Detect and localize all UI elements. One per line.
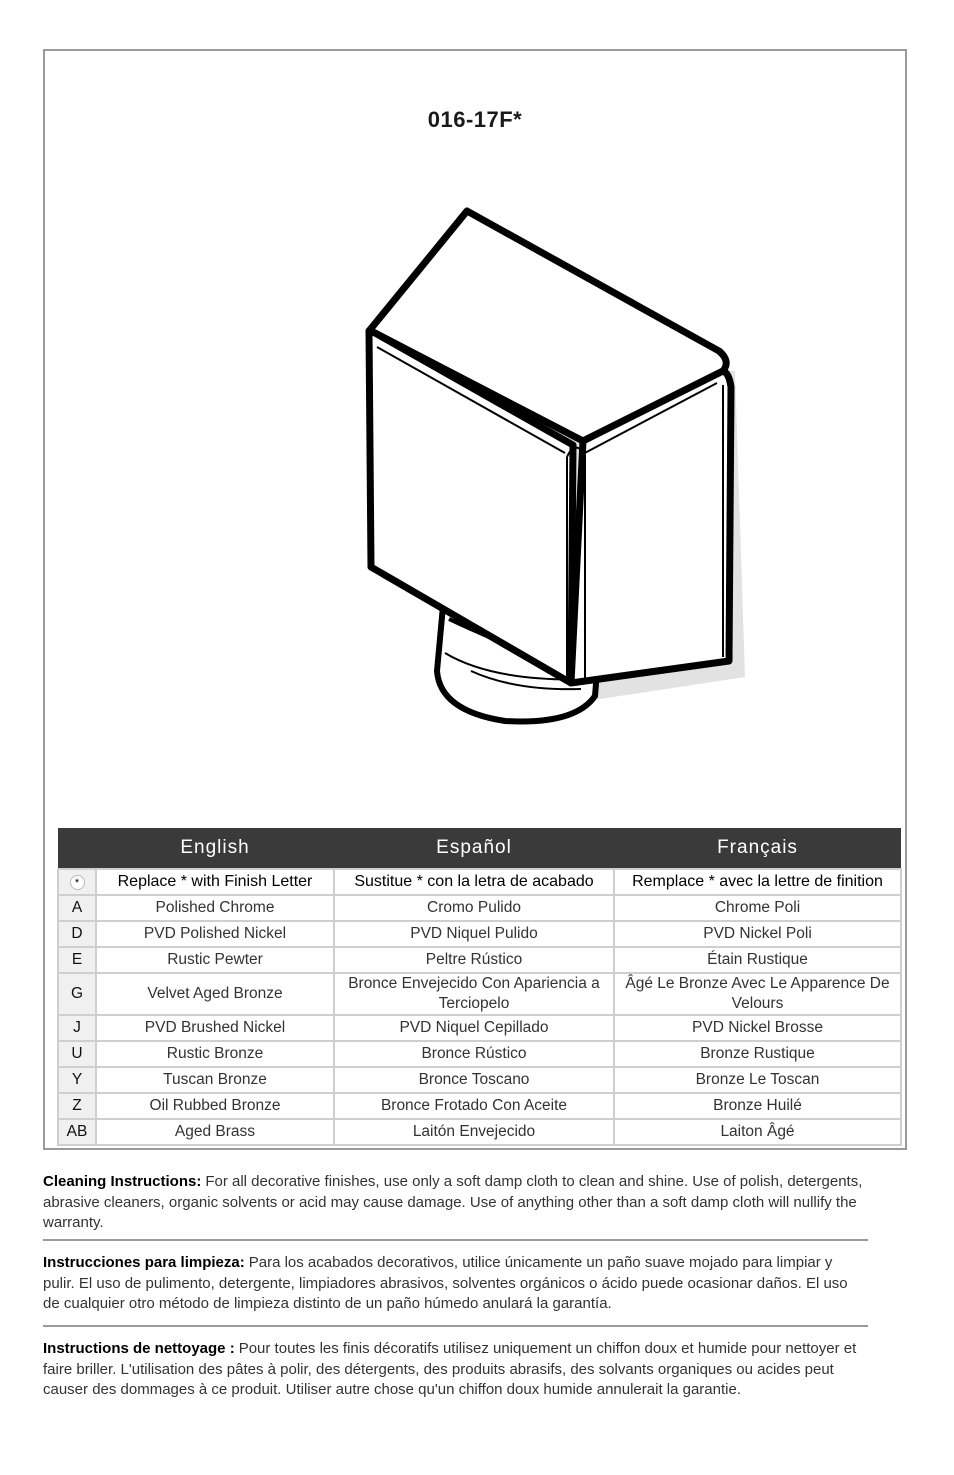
finish-en: Rustic Bronze	[96, 1041, 334, 1067]
finish-en: Replace * with Finish Letter	[96, 869, 334, 895]
table-row	[58, 1041, 901, 1067]
finish-code: J	[58, 1015, 96, 1041]
star-badge: *	[70, 875, 85, 890]
care-label: Instructions de nettoyage :	[43, 1340, 235, 1357]
finish-en: Velvet Aged Bronze	[96, 973, 334, 1015]
cleaning-instructions-fr	[43, 1339, 868, 1401]
divider	[43, 1239, 868, 1241]
finish-code: A	[58, 895, 96, 921]
finish-code: G	[58, 973, 96, 1015]
table-row	[58, 1015, 901, 1041]
model-number: 016-17F*	[427, 107, 523, 132]
finish-fr: Remplace * avec la lettre de finition	[614, 869, 901, 895]
table-row	[58, 921, 901, 947]
finish-en: Polished Chrome	[96, 895, 334, 921]
finish-es: Bronce Envejecido Con Apariencia a Terciopelo	[334, 973, 614, 1015]
finish-es: Peltre Rústico	[334, 947, 614, 973]
cleaning-instructions-en	[43, 1172, 868, 1234]
finish-fr: Bronze Le Toscan	[614, 1067, 901, 1093]
table-row	[58, 895, 901, 921]
header-spacer	[58, 828, 96, 869]
finish-fr: Bronze Huilé	[614, 1093, 901, 1119]
finish-code: D	[58, 921, 96, 947]
finish-es: Laitón Envejecido	[334, 1119, 614, 1145]
finish-fr: Laiton Âgé	[614, 1119, 901, 1145]
finish-en: Rustic Pewter	[96, 947, 334, 973]
finish-es: Bronce Toscano	[334, 1067, 614, 1093]
header-english: English	[96, 828, 334, 869]
care-label: Cleaning Instructions:	[43, 1173, 202, 1190]
finish-es: Bronce Rústico	[334, 1041, 614, 1067]
finish-fr: Étain Rustique	[614, 947, 901, 973]
care-text: Pour toutes les finis décoratifs utilisez uniquement un chiffon doux et humide pour nettoyer et faire briller. L'utilisation des pâtes à polir, des détergents, des produits abrasifs, des solvants organiques ou acides peut causer des dommages à ce produit. Utiliser autre chose qu'un chiffon doux humide annulerait la garantie.	[43, 1340, 857, 1398]
finish-table	[57, 828, 902, 1146]
finish-en: PVD Polished Nickel	[96, 921, 334, 947]
divider	[43, 1325, 868, 1327]
finish-code: Y	[58, 1067, 96, 1093]
finish-es: PVD Niquel Pulido	[334, 921, 614, 947]
finish-en: Aged Brass	[96, 1119, 334, 1145]
finish-en: Oil Rubbed Bronze	[96, 1093, 334, 1119]
table-row	[58, 947, 901, 973]
table-row	[58, 1067, 901, 1093]
finish-fr: PVD Nickel Poli	[614, 921, 901, 947]
finish-es: PVD Niquel Cepillado	[334, 1015, 614, 1041]
table-row	[58, 973, 901, 1015]
header-espanol: Español	[334, 828, 614, 869]
table-row-star	[58, 869, 901, 895]
finish-es: Sustitue * con la letra de acabado	[334, 869, 614, 895]
finish-fr: Chrome Poli	[614, 895, 901, 921]
care-text: For all decorative finishes, use only a soft damp cloth to clean and shine. Use of polish, detergents, abrasive cleaners, organic solvents or acid may cause damage. Use of anything other than a soft damp cloth will nullify the warranty.	[43, 1173, 863, 1231]
finish-es: Bronce Frotado Con Aceite	[334, 1093, 614, 1119]
finish-es: Cromo Pulido	[334, 895, 614, 921]
finish-code	[58, 869, 96, 895]
care-text: Para los acabados decorativos, utilice únicamente un paño suave mojado para limpiar y pulir. El uso de pulimento, detergente, limpiadores abrasivos, solventes orgánicos o ácido puede ocasionar daños. El uso de cualquier otro método de limpieza distinto de un paño húmedo anulará la garantía.	[43, 1254, 848, 1312]
table-row	[58, 1119, 901, 1145]
cleaning-instructions-es	[43, 1253, 868, 1315]
finish-code: Z	[58, 1093, 96, 1119]
finish-fr: PVD Nickel Brosse	[614, 1015, 901, 1041]
finish-en: PVD Brushed Nickel	[96, 1015, 334, 1041]
table-header-row	[58, 828, 901, 869]
finish-code: U	[58, 1041, 96, 1067]
header-francais: Français	[614, 828, 901, 869]
finish-code: AB	[58, 1119, 96, 1145]
finish-en: Tuscan Bronze	[96, 1067, 334, 1093]
finish-code: E	[58, 947, 96, 973]
finish-fr: Bronze Rustique	[614, 1041, 901, 1067]
table-row	[58, 1093, 901, 1119]
product-illustration	[345, 201, 765, 741]
finish-fr: Âgé Le Bronze Avec Le Apparence De Velours	[614, 973, 901, 1015]
care-label: Instrucciones para limpieza:	[43, 1254, 245, 1271]
